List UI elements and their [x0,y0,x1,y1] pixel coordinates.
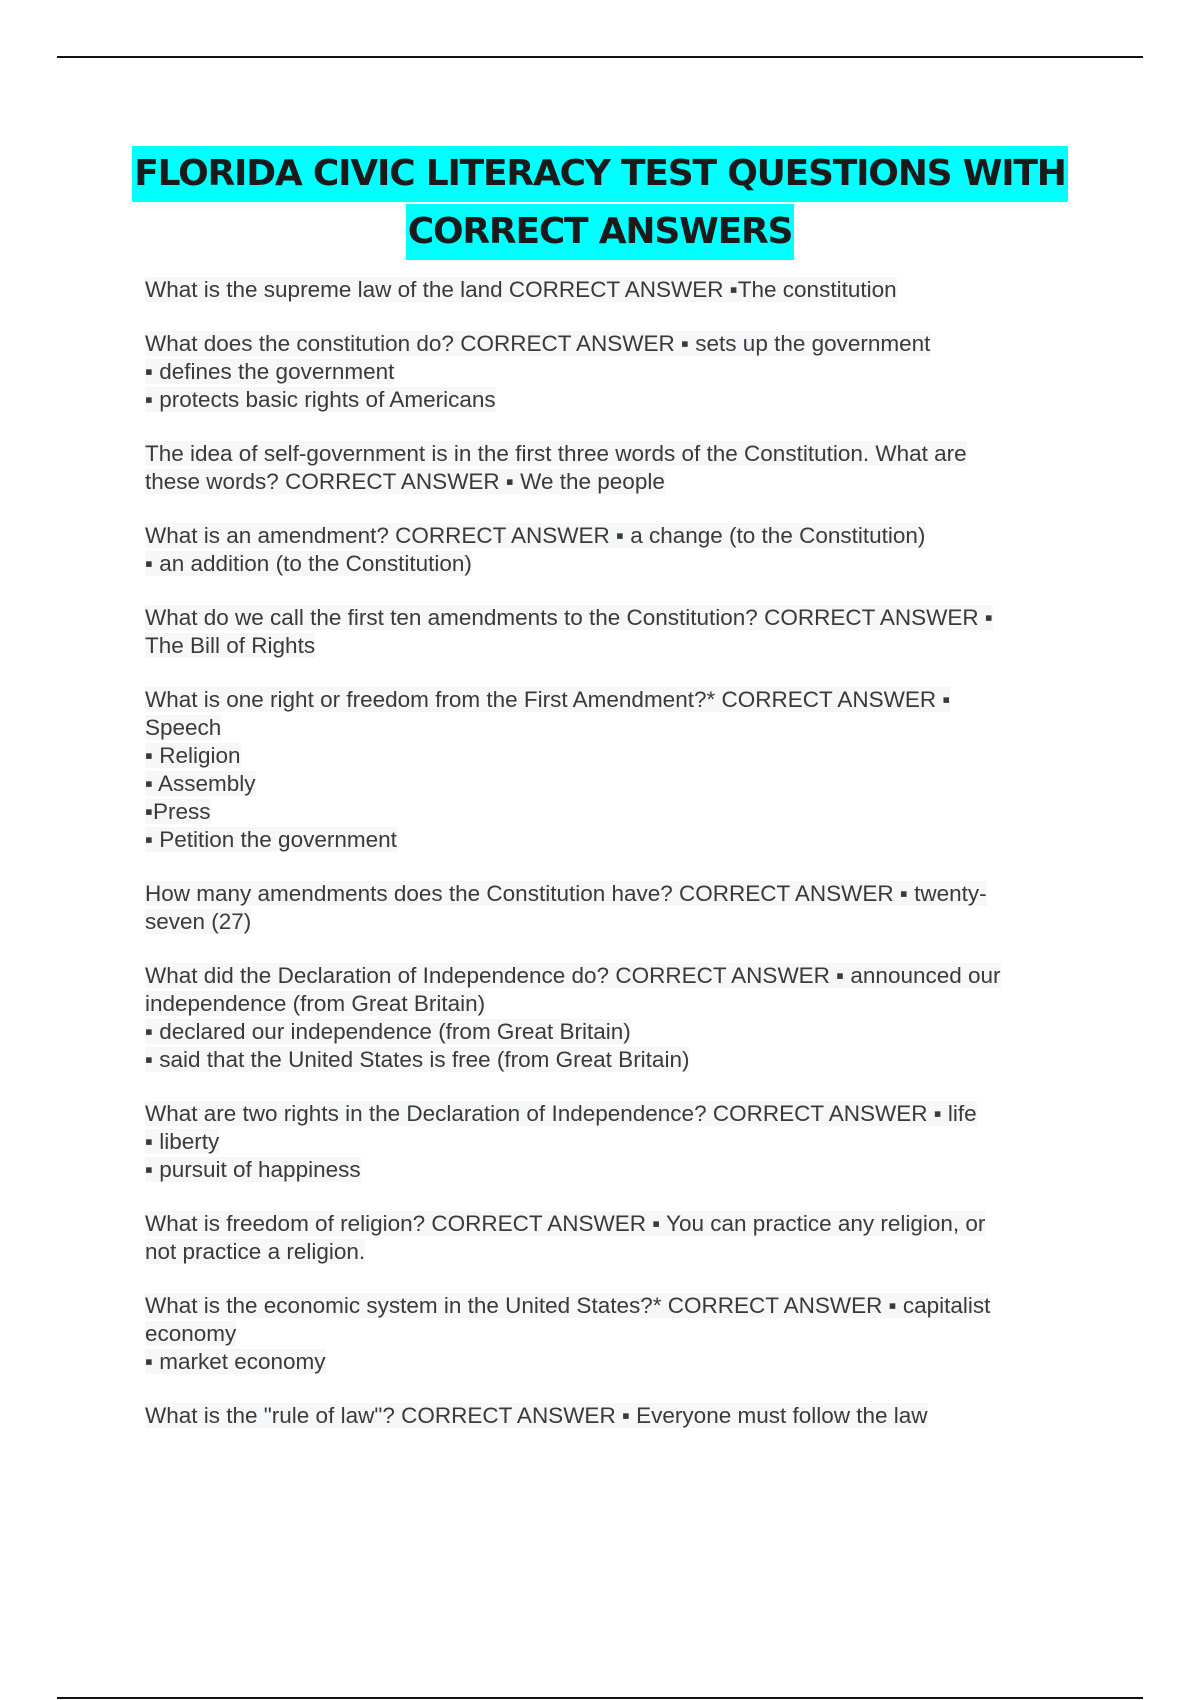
qa-line-text: ▪ liberty [145,1129,220,1154]
qa-question-line [145,276,1075,304]
qa-question-line [145,880,1075,908]
qa-line-text: ▪ market economy [145,1349,326,1374]
qa-line-text: these words? CORRECT ANSWER ▪ We the people [145,469,665,494]
qa-line-text: What does the constitution do? CORRECT ANSWER ▪ sets up the government [145,331,931,356]
qa-line-text: What is the "rule of law"? CORRECT ANSWER ▪ Everyone must follow the law [145,1403,928,1428]
qa-answer-line [145,742,1075,770]
document-title [0,146,1200,260]
qa-answer-line [145,358,1075,386]
qa-answer-line [145,1156,1075,1184]
qa-answer-line [145,770,1075,798]
qa-line-text: ▪ said that the United States is free (from Great Britain) [145,1047,690,1072]
qa-line-text: ▪ defines the government [145,359,395,384]
title-line-2: CORRECT ANSWERS [406,204,794,260]
qa-line-text: What is an amendment? CORRECT ANSWER ▪ a change (to the Constitution) [145,523,926,548]
qa-line-text: independence (from Great Britain) [145,991,486,1016]
qa-entry [145,962,1075,1074]
qa-answer-line [145,908,1075,936]
qa-entry [145,276,1075,304]
qa-answer-line [145,1320,1075,1348]
qa-entry [145,604,1075,660]
qa-answer-line [145,1018,1075,1046]
qa-line-text: What did the Declaration of Independence do? CORRECT ANSWER ▪ announced our [145,963,1001,988]
qa-line-text: What is the supreme law of the land CORRECT ANSWER ▪The constitution [145,277,897,302]
qa-line-text: The Bill of Rights [145,633,316,658]
qa-question-line [145,604,1075,632]
qa-line-text: ▪ pursuit of happiness [145,1157,361,1182]
qa-line-text: What is freedom of religion? CORRECT ANSWER ▪ You can practice any religion, or [145,1211,986,1236]
qa-answer-line [145,1128,1075,1156]
qa-question-line [145,1292,1075,1320]
qa-line-text: What is the economic system in the United States?* CORRECT ANSWER ▪ capitalist [145,1293,991,1318]
qa-line-text: What is one right or freedom from the First Amendment?* CORRECT ANSWER ▪ [145,687,951,712]
qa-line-text: Speech [145,715,222,740]
qa-entry [145,880,1075,936]
qa-answer-line [145,714,1075,742]
title-line-1: FLORIDA CIVIC LITERACY TEST QUESTIONS WITH [132,146,1067,202]
qa-line-text: ▪ protects basic rights of Americans [145,387,496,412]
qa-line-text: ▪ declared our independence (from Great Britain) [145,1019,631,1044]
qa-entry [145,330,1075,414]
qa-line-text: The idea of self-government is in the first three words of the Constitution. What are [145,441,967,466]
qa-answer-line [145,1348,1075,1376]
qa-question-line [145,962,1075,990]
qa-answer-line [145,798,1075,826]
qa-line-text: What are two rights in the Declaration of Independence? CORRECT ANSWER ▪ life [145,1101,977,1126]
qa-line-text: economy [145,1321,237,1346]
qa-entry [145,1100,1075,1184]
qa-line-text: ▪Press [145,799,211,824]
qa-entry [145,440,1075,496]
qa-question-line [145,686,1075,714]
qa-answer-line [145,550,1075,578]
qa-line-text: What do we call the first ten amendments to the Constitution? CORRECT ANSWER ▪ [145,605,993,630]
qa-line-text: ▪ Religion [145,743,241,768]
qa-answer-line [145,1046,1075,1074]
qa-entry [145,1210,1075,1266]
qa-line-text: ▪ an addition (to the Constitution) [145,551,472,576]
qa-question-line [145,440,1075,468]
qa-line-text: How many amendments does the Constitution have? CORRECT ANSWER ▪ twenty- [145,881,987,906]
qa-answer-line [145,468,1075,496]
qa-entry [145,1402,1075,1430]
bottom-rule [57,1697,1143,1699]
qa-line-text: not practice a religion. [145,1239,366,1264]
qa-question-line [145,330,1075,358]
qa-line-text: ▪ Assembly [145,771,256,796]
top-rule [57,56,1143,58]
qa-answer-line [145,1238,1075,1266]
qa-question-line [145,1210,1075,1238]
qa-answer-line [145,386,1075,414]
qa-line-text: seven (27) [145,909,252,934]
qa-line-text: ▪ Petition the government [145,827,397,852]
qa-answer-line [145,826,1075,854]
qa-question-line [145,522,1075,550]
qa-answer-line [145,632,1075,660]
qa-entry [145,686,1075,854]
qa-entry [145,1292,1075,1376]
qa-question-line [145,1100,1075,1128]
qa-answer-line [145,990,1075,1018]
qa-list [145,276,1075,1456]
qa-entry [145,522,1075,578]
qa-question-line [145,1402,1075,1430]
